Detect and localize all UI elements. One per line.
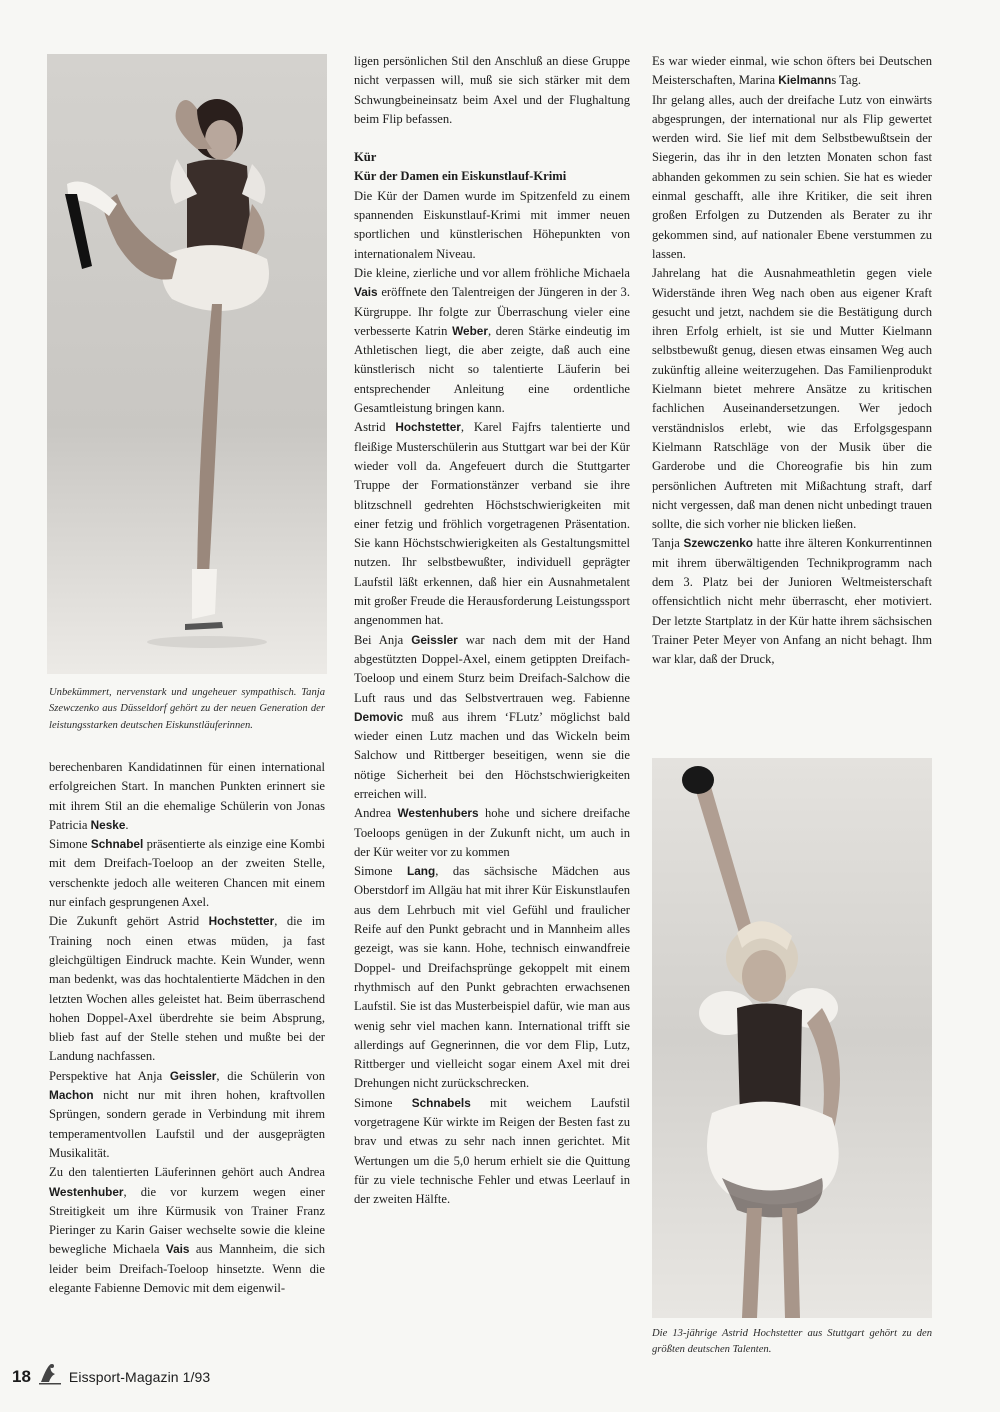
paragraph: Die Zukunft gehört Astrid Hochstetter, die im Training noch einen etwas müden, ja fast gleichgültigen Eindruck machte. Kein Wunder, wenn man bedenkt, was das hochtalentierte Mädchen in den letzten Wochen alles geleistet hat. Beim überraschend hohen Doppel-Axel überdrehte sie beim Absprung, blieb fast auf der Stelle stehen und mußte bei der Landung nachfassen.	[49, 914, 325, 1064]
paragraph: Simone Schnabel präsentierte als einzige eine Kombi mit dem Dreifach-Toeloop an der zweiten Stelle, verschenkte jedoch alle weiteren Chancen mit einem nur einfach gesprungenen Axel.	[49, 837, 325, 910]
article-headline: Kür der Damen ein Eiskunstlauf-Krimi	[354, 169, 567, 184]
paragraph: Die kleine, zierliche und vor allem fröhliche Michaela Vais eröffnete den Talentreigen der Jüngeren in der 3. Kürgruppe. Ihr folgte zur Überraschung vieler eine verbesserte Katrin Weber, deren Stärke eindeutig im Athletischen liegt, die aber zeigte, daß auch eine künstlerisch nicht so talentierte Läuferin bei entsprechender Anleitung eine ordentliche Gesamtleistung bringen kann.	[354, 265, 630, 416]
paragraph: Jahrelang hat die Ausnahmeathletin gegen viele Widerstände ihren Weg nach oben aus eigener Kraft gesucht und jetzt, nachdem sie die Bestätigung durch ihren Erfolg erhielt, ist sie und Mutter Kielmann selbstbewußt genug, diesen etwas einsamen Weg auch zukünftig alleine weiterzugehen. Das Familienprodukt Kielmann bietet mehrere Ansätze zu kritischen fachlichen Auseinandersetzungen. Wer jedoch verständnislos erlebt, wie das Erfolgsgespann Kielmann Ratschläge von der Musik über die Garderobe und die Choreografie bis hin zum persönlichen Auftreten mit Mißachtung straft, darf nicht vergessen, daß man denen nicht unbedingt trauen sollte, die sich vorher nie blicken ließen.	[652, 266, 932, 532]
paragraph: berechenbaren Kandidatinnen für einen international erfolgreichen Start. In manchen Punkten erinnert sie mit ihrem Stil an die ehemalige Schülerin von Jonas Patricia Neske.	[49, 760, 325, 832]
photo2-caption: Die 13-jährige Astrid Hochstetter aus Stuttgart gehört zu den größten deutschen Talenten.	[652, 1328, 932, 1356]
column-3	[652, 52, 932, 670]
photo1-caption: Unbekümmert, nervenstark und ungeheuer sympathisch. Tanja Szewczenko aus Düsseldorf gehört zu der neuen Generation der leistungsstarken deutschen Eiskunstläuferinnen.	[49, 687, 325, 731]
paragraph: Andrea Westenhubers hohe und sichere dreifache Toeloops genügen in der Zukunft nicht, um auch in der Kür weiter vor zu kommen	[354, 806, 630, 859]
photo-skater-arm-raised	[652, 758, 932, 1318]
paragraph: Es war wieder einmal, wie schon öfters bei Deutschen Meisterschaften, Marina Kielmanns Tag.	[652, 54, 932, 88]
paragraph: Simone Schnabels mit weichem Laufstil vorgetragene Kür wirkte im Reigen der Besten fast zu brav und etwas zu sehr nach innen gerichtet. Mit Wertungen um die 5,0 herum erhielt sie die Quittung für zu viele technische Fehler und etwas Leerlauf in der zweiten Hälfte.	[354, 1095, 630, 1207]
skater-silhouette-1	[47, 54, 327, 674]
skater-silhouette-2	[652, 758, 932, 1318]
paragraph: Bei Anja Geissler war nach dem mit der Hand abgestützten Doppel-Axel, einem getippten Dreifach-Toeloop und einem Sturz beim Dreifach-Salchow die Luft raus und das Selbstvertrauen weg. Fabienne Demovic muß aus ihrem ‘FLutz’ möglichst bald wieder einen Lutz machen und das Wickeln beim Salchow und Rittberger beseitigen, wenn sie die nötige Sicherheit bei den Höchstschwierigkeiten erreichen will.	[354, 632, 630, 801]
paragraph: Tanja Szewczenko hatte ihre älteren Konkurrentinnen mit ihrem überwältigenden Technikprogramm nach dem 3. Platz bei der Junioren Weltmeisterschaft offensichtlich nicht mehr überrascht, eher motiviert. Der letzte Startplatz in der Kür hatte ihrem sächsischen Trainer Peter Meyer von Anfang an nicht behagt. Ihm war klar, daß der Druck,	[652, 536, 932, 667]
magazine-logo-icon	[37, 1362, 63, 1391]
column-1	[49, 758, 325, 1298]
paragraph: Zu den talentierten Läuferinnen gehört auch Andrea Westenhuber, die vor kurzem wegen einer Streitigkeit um ihre Kürmusik von Trainer Franz Pieringer zu Karin Gaiser wechselte sowie die kleine bewegliche Michaela Vais aus Mannheim, die sich leider beim Dreifach-Toeloop hinsetzte. Wenn die elegante Fabienne Demovic mit dem eigenwil-	[49, 1165, 326, 1296]
paragraph: Die Kür der Damen wurde im Spitzenfeld zu einem spannenden Eiskunstlauf-Krimi mit immer neuen sportlichen und künstlerischen Höhepunkten von internationalem Niveau.	[354, 188, 630, 261]
photo-skater-arabesque	[47, 54, 327, 674]
paragraph: Astrid Hochstetter, Karel Fajfrs talentierte und fleißige Musterschülerin aus Stuttgart war bei der Kür wieder voll da. Angefeuert durch die Stuttgarter Truppe der Formationstänzer verband sie ihre blitzschnell gedrehten Höchstschwierigkeiten mit einer fetzig und fröhlich vorgetragenen Präsentation. Sie kann Höchstschwierigkeiten als Gestaltungsmittel nutzen. Ihr selbstbewußter, individuell geprägter Laufstil läßt erkennen, daß hier ein Ausnahmetalent mit großer Freude die Herausforderung Leistungssport angenommen hat.	[354, 420, 630, 628]
paragraph: Ihr gelang alles, auch der dreifache Lutz von einwärts abgesprungen, der international nur als Flip gewertet werden wird. Sie lief mit dem Selbstbewußtsein der Siegerin, das ihr in den letzten Monaten schon fast abhanden gekommen zu sein schien. Sie hat es wieder einmal geschafft, alle ihre Kritiker, die seit ihren großen Erfolgen zu Dutzenden als Berater zu ihr gekommen sind, auf nationaler Ebene verstummen zu lassen.	[652, 92, 932, 261]
paragraph: Perspektive hat Anja Geissler, die Schülerin von Machon nicht nur mit ihren hohen, kraftvollen Sprüngen, sondern gerade in Verbindung mit ihrem temperamentvollen Laufstil und der ausgeprägten Musikalität.	[49, 1068, 325, 1160]
paragraph: ligen persönlichen Stil den Anschluß an diese Gruppe nicht verpassen will, muß sie sich stärker mit dem Schwungbeineinsatz beim Axel und der Flughaltung beim Flip befassen.	[354, 54, 630, 126]
paragraph: Simone Lang, das sächsische Mädchen aus Oberstdorf im Allgäu hat mit ihrer Kür Eiskunstlaufen aus dem Lehrbuch mit viel Gefühl und fraulicher Reife auf den Punkt gebracht und in Mannheim alles gezeigt, was sie kann. Hohe, technisch einwandfreie Doppel- und Dreifachsprünge gekoppelt mit einem rhythmisch auf den Punkt gebrachten erwachsenen Laufstil. Sie ist das Musterbeispiel dafür, wie man aus wenig sehr viel machen kann. International trifft sie allerdings auf Gegnerinnen, die vor dem Flip, Lutz, Rittberger und vielleicht sogar einem Axel mit drei Drehungen nicht zurückschrecken.	[354, 864, 630, 1091]
column-2	[354, 52, 630, 1210]
section-label: Kür	[354, 150, 377, 165]
page-number: 18	[12, 1366, 31, 1386]
magazine-issue: Eissport-Magazin 1/93	[68, 1368, 211, 1385]
page-footer	[12, 1362, 210, 1391]
